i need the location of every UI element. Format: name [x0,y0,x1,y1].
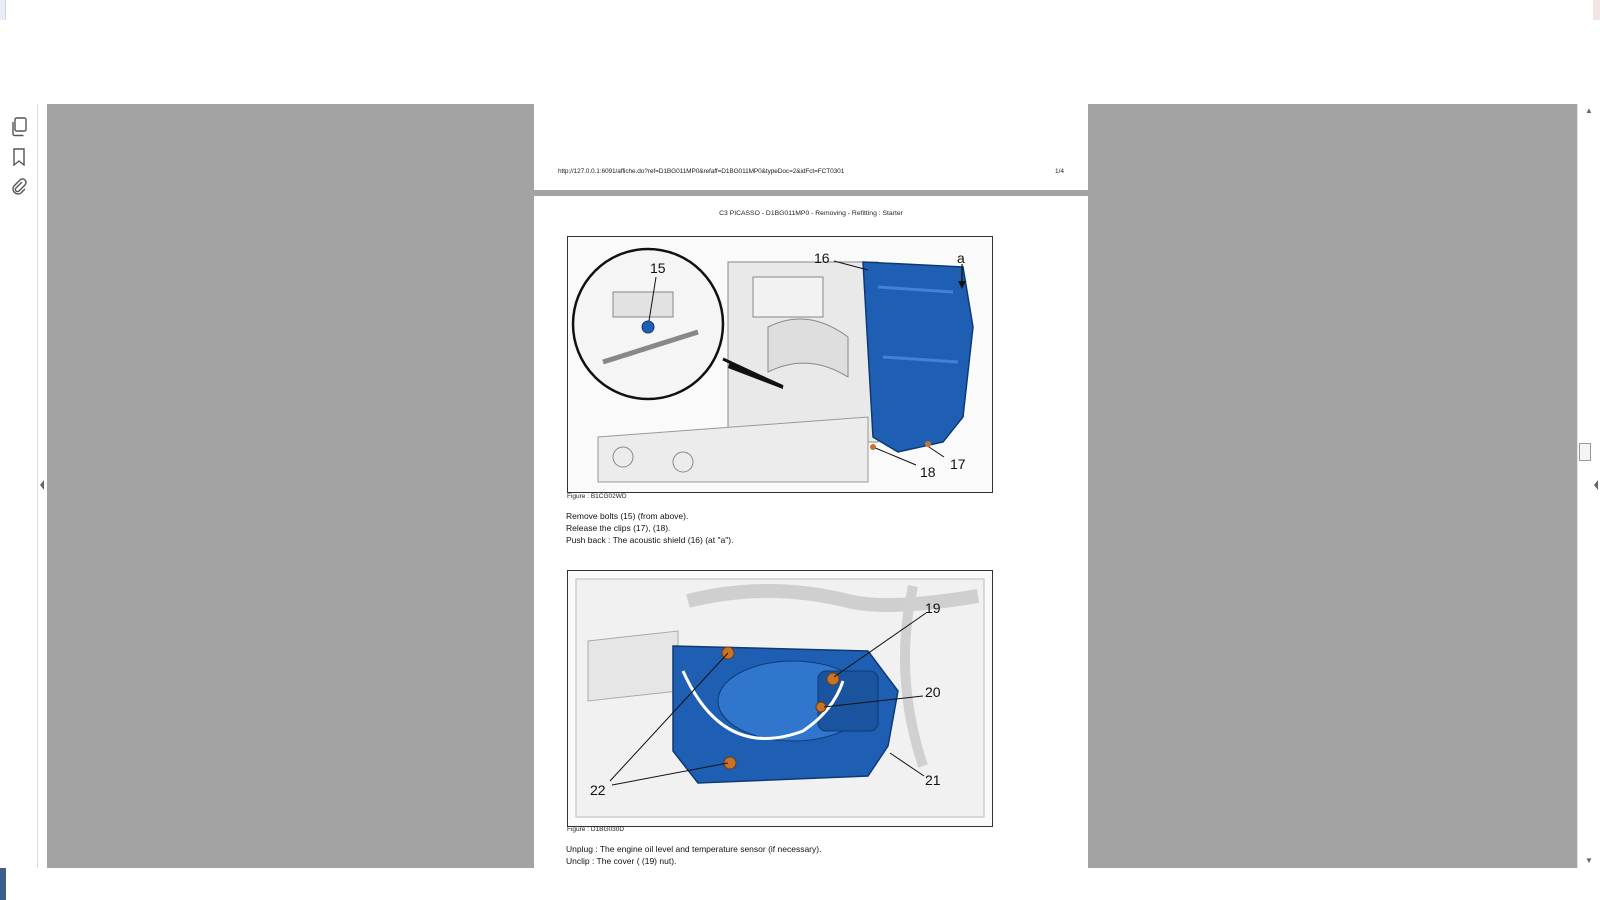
document-header: C3 PICASSO - D1BG011MP0 - Removing - Refitting : Starter [719,210,903,217]
window-edge-left [0,0,6,20]
scroll-up-icon[interactable]: ▲ [1585,106,1593,115]
figure1-caption: Figure : B1CG02WD [567,493,627,500]
figure1-label-17: 17 [950,456,966,472]
figure2-label-20: 20 [925,684,941,700]
left-sidebar-rail [0,104,38,868]
paperclip-icon[interactable] [8,175,30,197]
top-toolbar-area [0,0,1600,104]
pdf-page-2 [534,196,1088,868]
collapse-left-panel-icon[interactable] [38,478,46,492]
figure2-caption: Figure : D1BG030D [567,826,625,833]
instructions-block-1 [566,510,733,546]
window-edge-right [1593,0,1600,20]
window-edge-marker [0,868,6,900]
figure1-label-16: 16 [814,250,830,266]
bottom-bar [0,868,1600,900]
bookmark-icon[interactable] [8,146,30,168]
instruction-line: Push back : The acoustic shield (16) (at "a"). [566,535,734,545]
document-viewer[interactable] [47,104,1577,868]
instruction-line: Unclip : The cover ( (19) nut). [566,856,677,866]
scroll-down-icon[interactable]: ▼ [1585,856,1593,865]
figure2-label-22: 22 [590,782,606,798]
collapse-right-panel-icon[interactable] [1592,478,1600,492]
figure2-label-19: 19 [925,600,941,616]
figure1-label-15: 15 [650,260,666,276]
page-number: 1/4 [1055,168,1065,175]
page-url: http://127.0.0.1:6091/affiche.do?ref=D1BG011MP0&refaff=D1BG011MP0&typeDoc=2&idFct=FCT0301 [558,168,845,175]
copy-pages-icon[interactable] [8,116,30,138]
instruction-line: Remove bolts (15) (from above). [566,511,689,521]
figure-acoustic-shield [567,236,993,493]
pdf-page-1 [534,104,1088,190]
figure2-label-21: 21 [925,772,941,788]
instruction-line: Release the clips (17), (18). [566,523,671,533]
instructions-block-2 [566,843,821,867]
figure1-label-a: a [957,250,965,266]
figure1-label-18: 18 [920,464,936,480]
figure-starter-motor [567,570,993,827]
instruction-line: Unplug : The engine oil level and temperature sensor (if necessary). [566,844,822,854]
scrollbar-thumb[interactable] [1579,443,1591,461]
